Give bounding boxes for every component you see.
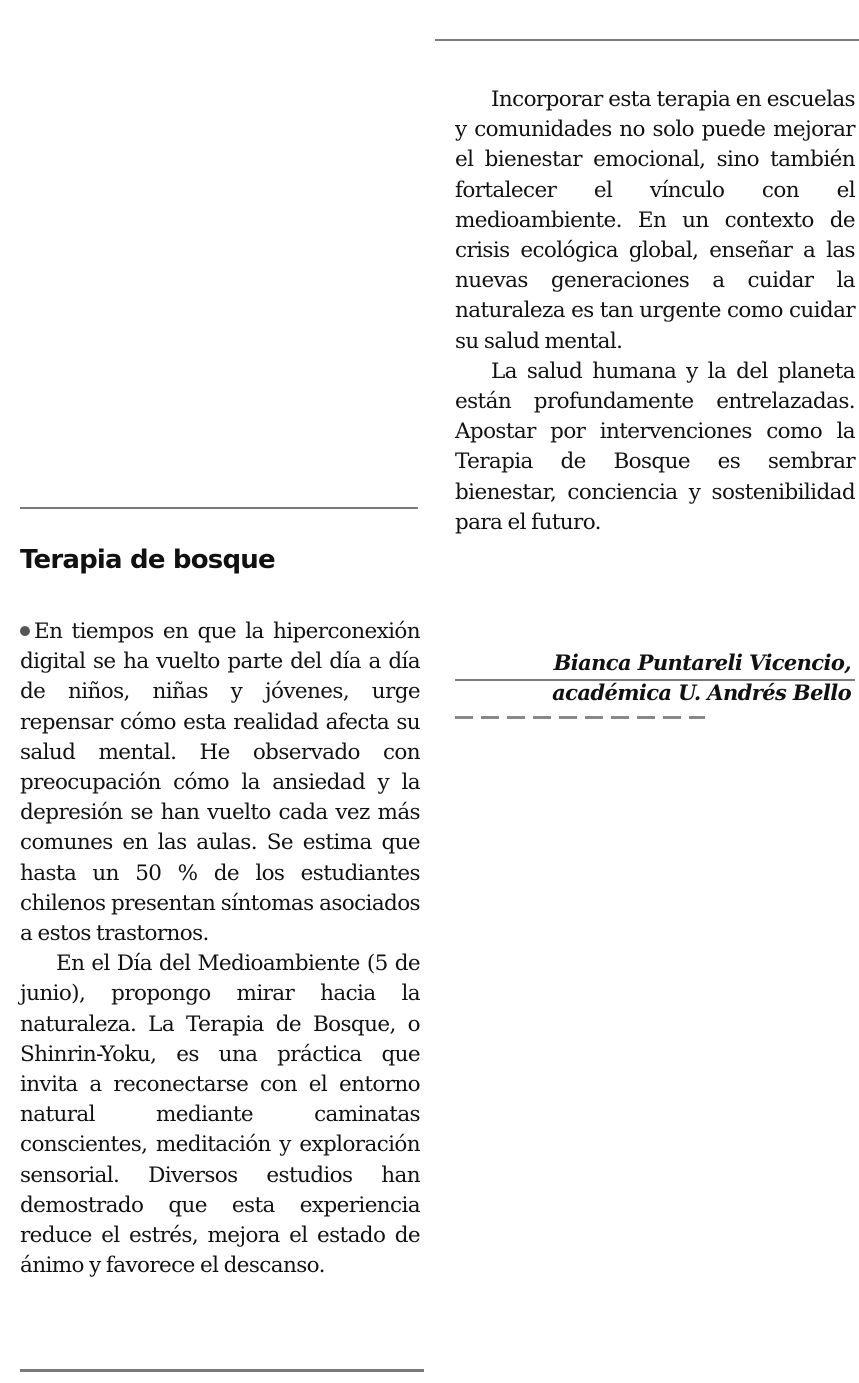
article-heading: Terapia de bosque	[20, 545, 275, 575]
author-name: Bianca Puntareli Vicencio,	[553, 650, 851, 675]
body-paragraph: En el Día del Medioambiente (5 de junio), propongo mirar hacia la naturaleza. La Terapia de Bosque, o Shinrin-Yoku, es una práctica que invita a reconectarse con el entorno natural mediante caminatas conscientes, meditación y exploración sensorial. Diversos estudios han demostrado que esta experiencia reduce el estrés, mejora el estado de ánimo y favorece el descanso.	[20, 951, 420, 1279]
author-affiliation: académica U. Andrés Bello	[552, 680, 851, 705]
right-column	[455, 85, 855, 538]
body-paragraph: La salud humana y la del planeta están profundamente entrelazadas. Apostar por intervenciones como la Terapia de Bosque es sembrar bienestar, conciencia y sostenibilidad para el futuro.	[455, 358, 855, 535]
top-right-rule	[435, 39, 859, 41]
paragraph-text: En tiempos en que la hiperconexión digital se ha vuelto parte del día a día de niños, niñas y jóvenes, urge repensar cómo esta realidad afecta su salud mental. He observado con preocupación cómo la ansiedad y la depresión se han vuelto cada vez más comunes en las aulas. Se estima que hasta un 50 % de los estudiantes chilenos presentan síntomas asociados a estos trastornos.	[20, 619, 420, 947]
body-paragraph: Incorporar esta terapia en escuelas y comunidades no solo puede mejorar el bienestar emocional, sino también fortalecer el vínculo con el medioambiente. En un contexto de crisis ecológica global, enseñar a las nuevas generaciones a cuidar la naturaleza es tan urgente como cuidar su salud mental.	[455, 87, 855, 354]
left-column	[20, 617, 420, 1281]
body-paragraph	[20, 617, 420, 949]
cropped-text-fragment	[455, 716, 705, 719]
heading-top-rule	[20, 507, 418, 509]
left-bottom-rule	[20, 1369, 424, 1372]
author-signature	[451, 648, 851, 708]
bullet-icon	[20, 626, 30, 636]
